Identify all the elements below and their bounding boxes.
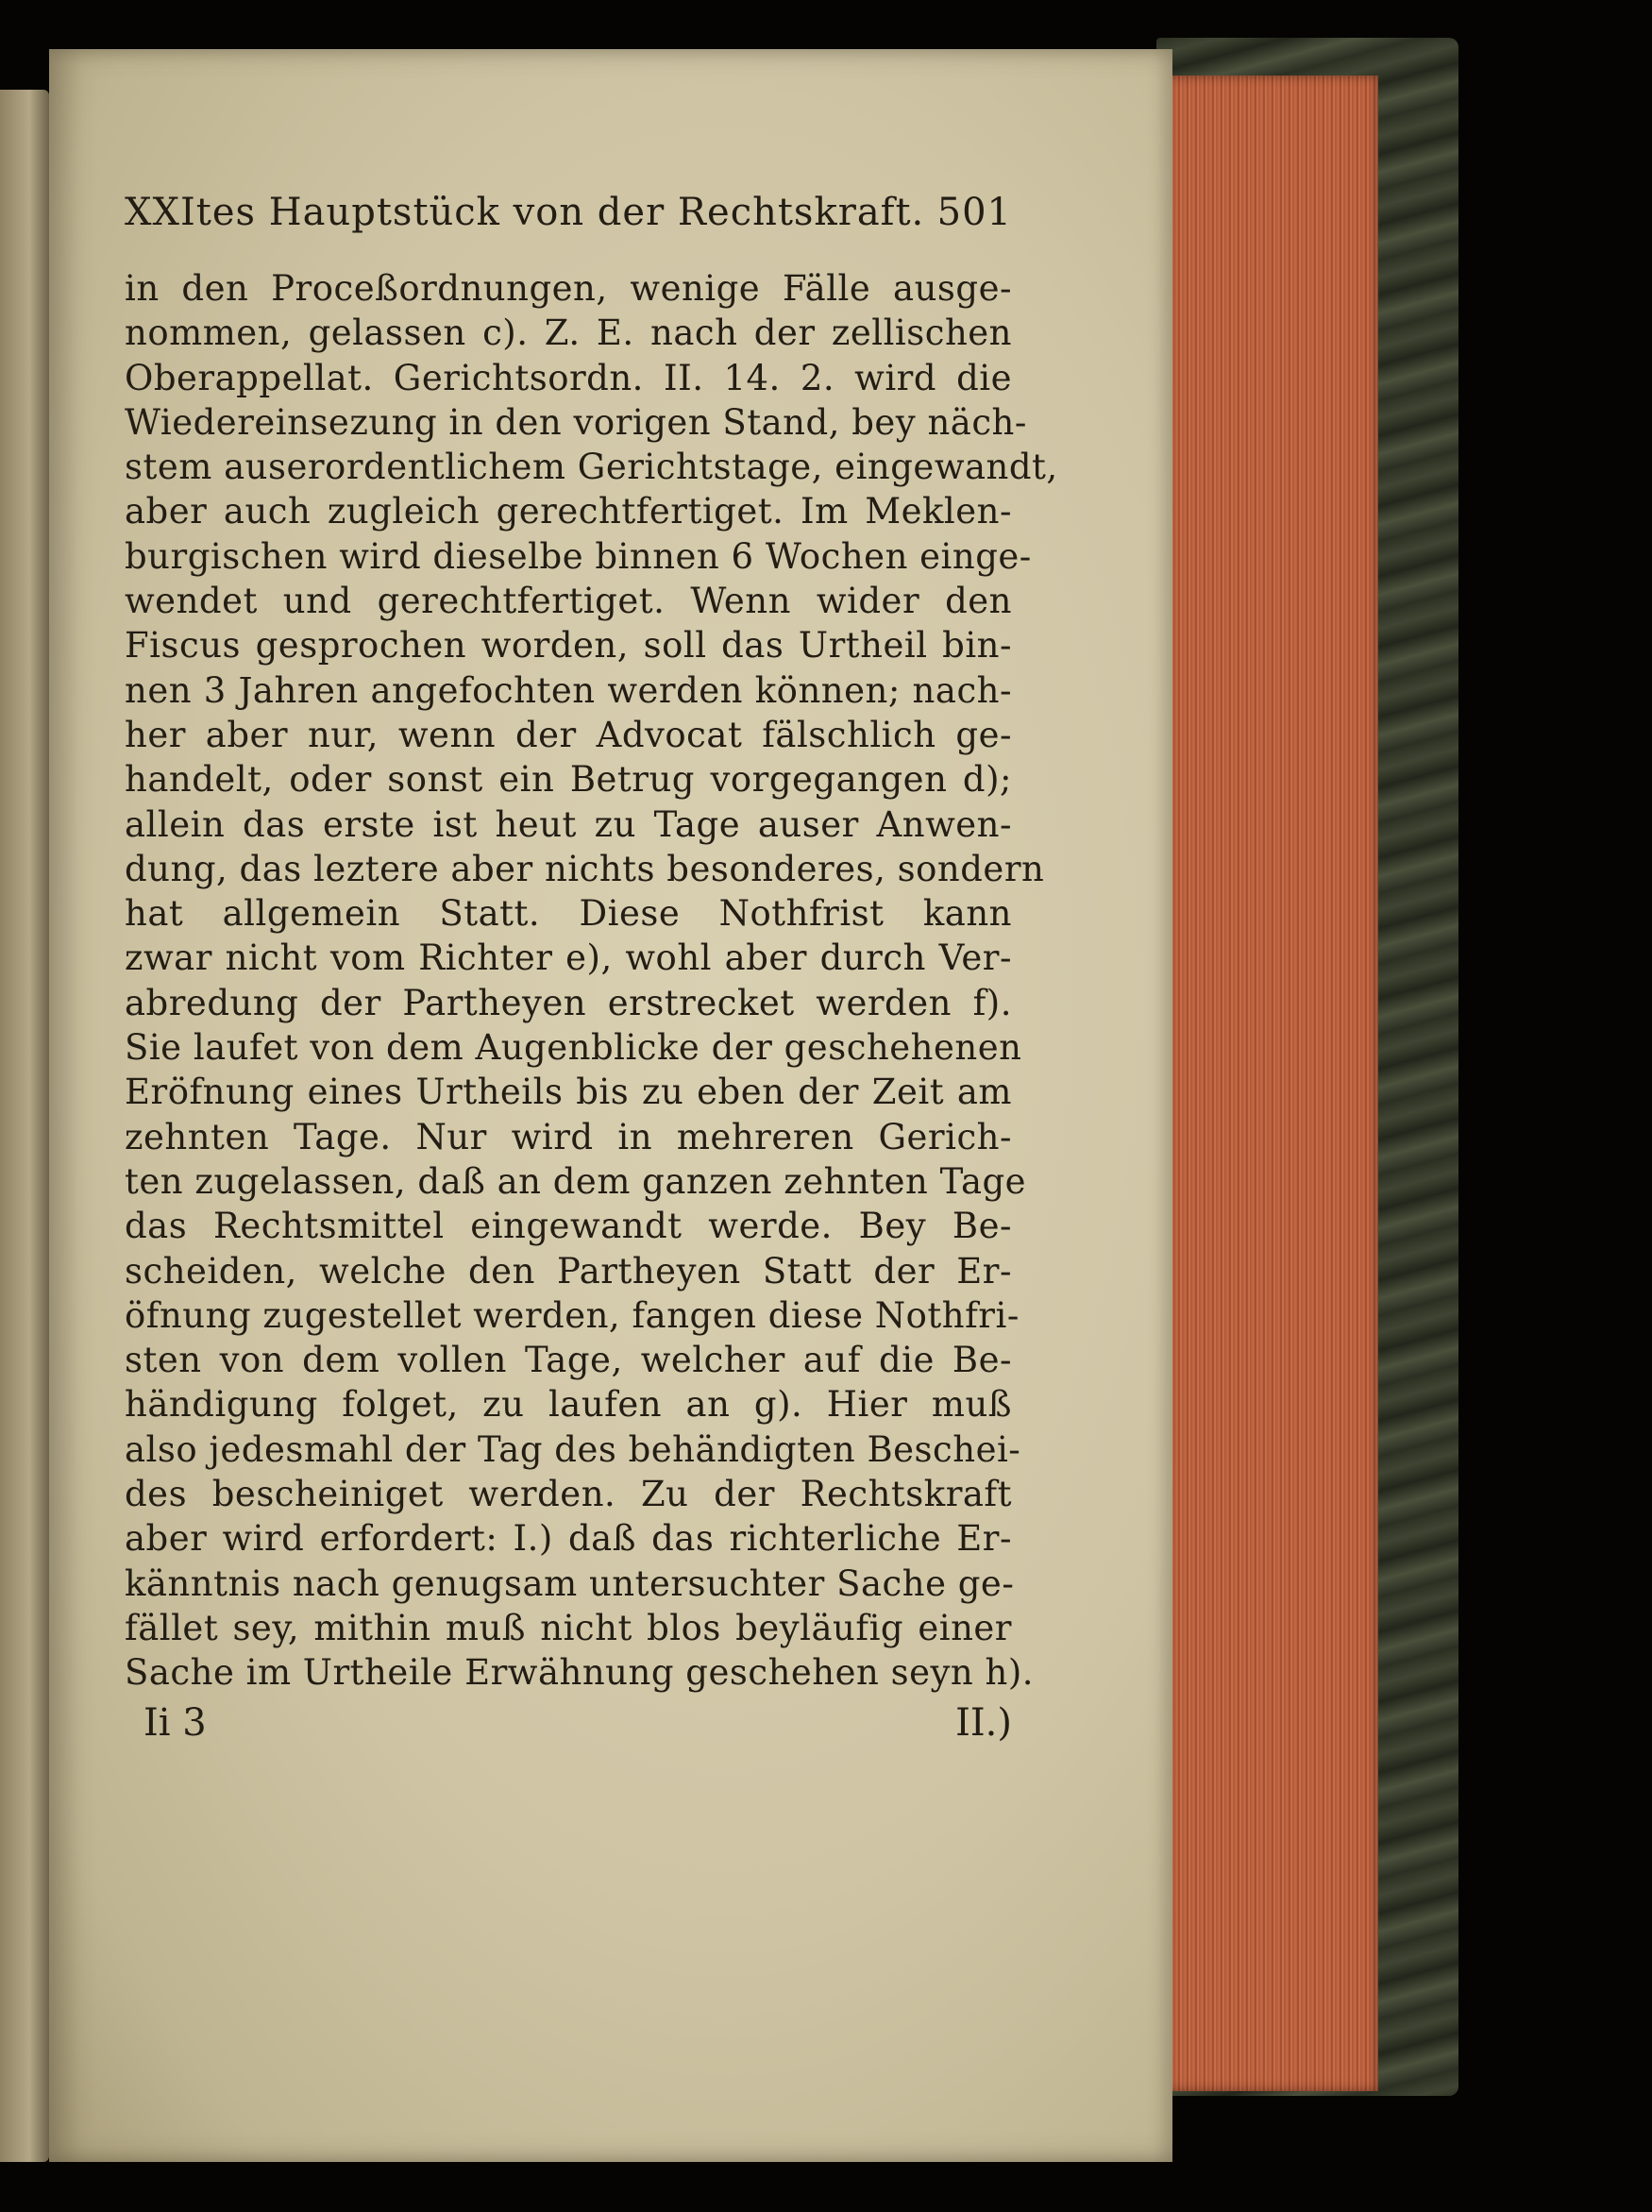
body-text bbox=[125, 266, 1058, 1696]
text-line: aber auch zugleich gerechtfertiget. Im Meklen- bbox=[125, 491, 1012, 532]
page-footer bbox=[125, 1701, 1012, 1745]
text-line: händigung folget, zu laufen an g). Hier muß bbox=[125, 1384, 1012, 1426]
text-line: Eröfnung eines Urtheils bis zu eben der Zeit am bbox=[125, 1072, 1012, 1113]
page-text bbox=[125, 191, 1058, 1745]
text-line: handelt, oder sonst ein Betrug vorgegangen d); bbox=[125, 759, 1012, 801]
text-line: allein das erste ist heut zu Tage auser Anwen- bbox=[125, 803, 1012, 845]
signature-mark: Ii 3 bbox=[143, 1700, 207, 1745]
text-line: abredung der Partheyen erstrecket werden f). bbox=[125, 982, 1012, 1023]
text-line: känntnis nach genugsam untersuchter Sache ge- bbox=[125, 1562, 1015, 1604]
page-edges bbox=[1166, 76, 1378, 2091]
text-line: wendet und gerechtfertiget. Wenn wider den bbox=[125, 581, 1012, 622]
facing-page-edge bbox=[0, 90, 49, 2162]
text-line: Oberappellat. Gerichtsordn. II. 14. 2. wird die bbox=[125, 357, 1012, 398]
book-page bbox=[49, 49, 1172, 2162]
running-head: XXItes Hauptstück von der Rechtskraft. bbox=[125, 191, 925, 234]
text-line: in den Proceßordnungen, wenige Fälle ausge- bbox=[125, 268, 1012, 309]
text-line: sten von dem vollen Tage, welcher auf die Be- bbox=[125, 1340, 1012, 1381]
text-line: nommen, gelassen c). Z. E. nach der zellischen bbox=[125, 312, 1012, 354]
text-line: hat allgemein Statt. Diese Nothfrist kann bbox=[125, 893, 1012, 935]
text-line: zehnten Tage. Nur wird in mehreren Gerich- bbox=[125, 1116, 1012, 1157]
text-line: dung, das leztere aber nichts besonderes, sondern bbox=[125, 848, 1045, 889]
page-number: 501 bbox=[936, 191, 1012, 234]
page-header bbox=[125, 191, 1012, 234]
text-line: das Rechtsmittel eingewandt werde. Bey Be- bbox=[125, 1206, 1012, 1247]
text-line: stem auserordentlichem Gerichtstage, eingewandt, bbox=[125, 447, 1058, 488]
text-line: fället sey, mithin muß nicht blos beyläufig einer bbox=[125, 1607, 1012, 1648]
text-line: aber wird erfordert: I.) daß das richterliche Er- bbox=[125, 1518, 1012, 1560]
text-line: öfnung zugestellet werden, fangen diese Nothfri- bbox=[125, 1294, 1020, 1336]
text-line: Sie laufet von dem Augenblicke der geschehenen bbox=[125, 1027, 1022, 1069]
text-line: her aber nur, wenn der Advocat fälschlich ge- bbox=[125, 714, 1012, 755]
text-line: Wiedereinsezung in den vorigen Stand, bey näch- bbox=[125, 401, 1027, 443]
text-line: also jedesmahl der Tag des behändigten Beschei- bbox=[125, 1428, 1021, 1470]
text-line: Fiscus gesprochen worden, soll das Urtheil bin- bbox=[125, 625, 1012, 667]
text-line: scheiden, welche den Partheyen Statt der Er- bbox=[125, 1250, 1012, 1292]
text-line: nen 3 Jahren angefochten werden können; nach- bbox=[125, 669, 1012, 711]
text-line: Sache im Urtheile Erwähnung geschehen seyn h). bbox=[125, 1652, 1035, 1694]
catchword: II.) bbox=[955, 1700, 1012, 1745]
text-line: ten zugelassen, daß an dem ganzen zehnten Tage bbox=[125, 1160, 1027, 1202]
text-line: zwar nicht vom Richter e), wohl aber durch Ver- bbox=[125, 937, 1012, 979]
text-line: des bescheiniget werden. Zu der Rechtskraft bbox=[125, 1474, 1012, 1515]
text-line: burgischen wird dieselbe binnen 6 Wochen einge- bbox=[125, 535, 1032, 577]
